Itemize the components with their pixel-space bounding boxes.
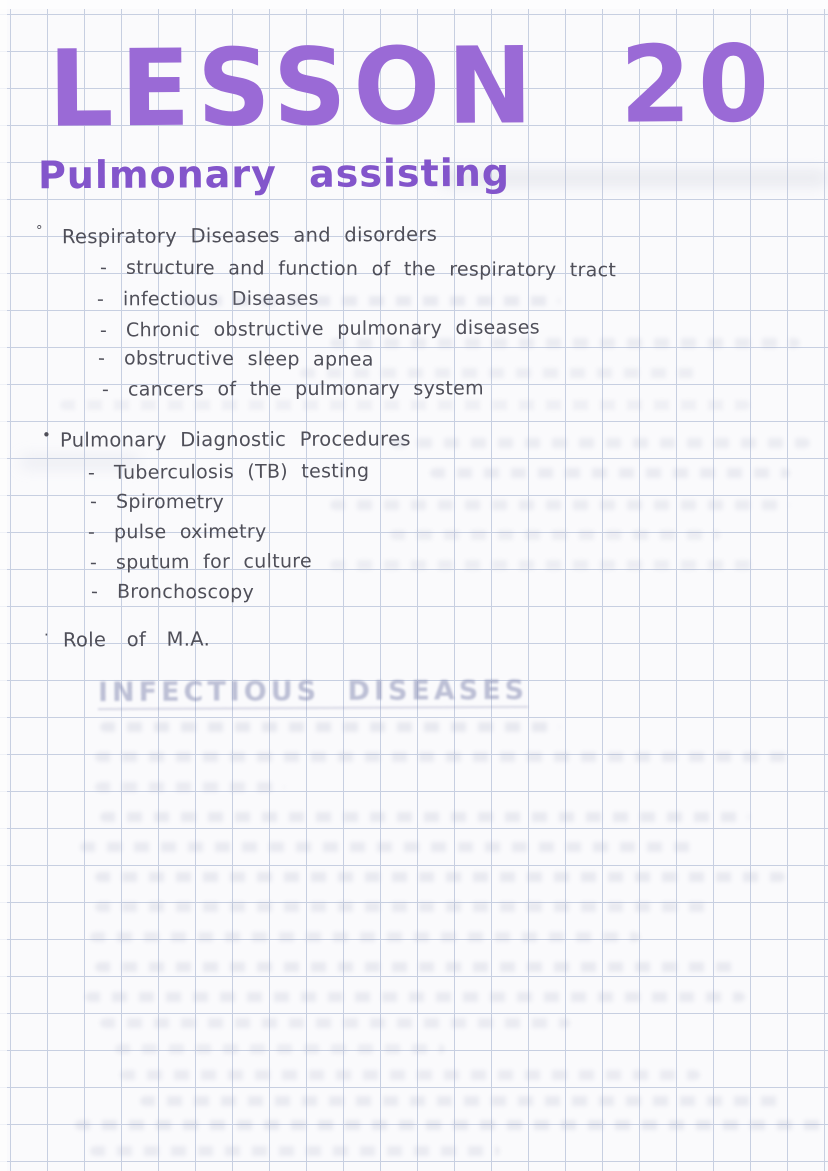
section-heading-role-of-ma: Role of M.A.	[62, 627, 211, 652]
list-item	[88, 521, 267, 544]
bleed-through-line	[100, 1018, 570, 1028]
bleed-through-line	[180, 296, 560, 306]
bleed-through-line	[120, 1070, 700, 1080]
list-item-label: cancers of the pulmonary system	[127, 377, 484, 401]
dash-marker: -	[96, 288, 105, 311]
list-item-label: pulse oximetry	[113, 520, 267, 544]
dash-marker: -	[97, 347, 106, 370]
bleed-through-line	[330, 500, 790, 510]
bleed-through-line	[95, 902, 715, 912]
bleed-through-heading: INFECTIOUS DISEASES	[97, 674, 529, 709]
section-heading-respiratory-diseases: Respiratory Diseases and disorders	[61, 222, 438, 249]
list-item-label: infectious Diseases	[122, 287, 319, 311]
dash-marker: -	[87, 521, 96, 544]
bleed-through-line	[85, 992, 745, 1002]
list-item	[100, 257, 616, 282]
bleed-through-line	[390, 530, 720, 540]
bleed-through-line	[60, 400, 750, 410]
dash-marker: -	[89, 490, 98, 513]
list-item-label: Tuberculosis (TB) testing	[113, 460, 370, 484]
list-item-label: obstructive sleep apnea	[123, 347, 374, 371]
bullet-icon: ·	[44, 626, 49, 644]
section-heading-diagnostic-procedures: Pulmonary Diagnostic Procedures	[59, 427, 411, 452]
list-item-label: sputum for culture	[115, 550, 313, 574]
dash-marker: -	[87, 461, 96, 484]
bleed-through-line	[95, 752, 795, 762]
photo-edge-left	[0, 0, 7, 1171]
list-item	[102, 377, 484, 400]
bleed-through-line	[95, 872, 785, 882]
dash-marker: -	[90, 580, 99, 603]
bleed-through-line	[140, 1096, 780, 1106]
list-item-label: structure and function of the respiratory tract	[125, 256, 617, 282]
list-item	[91, 581, 254, 604]
dash-marker: -	[99, 319, 108, 342]
list-item	[90, 491, 224, 514]
list-item-label: Spirometry	[115, 490, 225, 514]
bleed-through-line	[430, 468, 790, 478]
list-item-label: Bronchoscopy	[116, 580, 255, 604]
page-title: LESSON 20	[48, 22, 777, 152]
bullet-icon: •	[42, 426, 51, 444]
bleed-through-line	[90, 1146, 500, 1156]
photo-edge-top	[0, 0, 828, 9]
bleed-through-line	[330, 560, 760, 570]
dash-marker: -	[99, 256, 108, 279]
bleed-through-line	[115, 1044, 445, 1054]
bleed-through-line	[90, 932, 640, 942]
bleed-through-line	[390, 438, 810, 448]
page-subtitle: Pulmonary assisting	[37, 150, 511, 198]
bleed-through-line	[95, 782, 285, 792]
list-item-label: Chronic obstructive pulmonary diseases	[125, 316, 540, 342]
dash-marker: -	[89, 551, 98, 574]
bleed-through-line	[75, 1120, 825, 1130]
bleed-through-line	[80, 842, 700, 852]
bleed-through-line	[100, 812, 750, 822]
bullet-icon: °	[36, 224, 43, 239]
bleed-through-line	[100, 722, 560, 732]
bleed-through-line	[330, 338, 800, 348]
bleed-through-line	[95, 962, 735, 972]
bleed-through-line	[300, 368, 700, 378]
list-item	[90, 550, 312, 574]
dash-marker: -	[101, 378, 110, 401]
list-item	[88, 460, 369, 484]
